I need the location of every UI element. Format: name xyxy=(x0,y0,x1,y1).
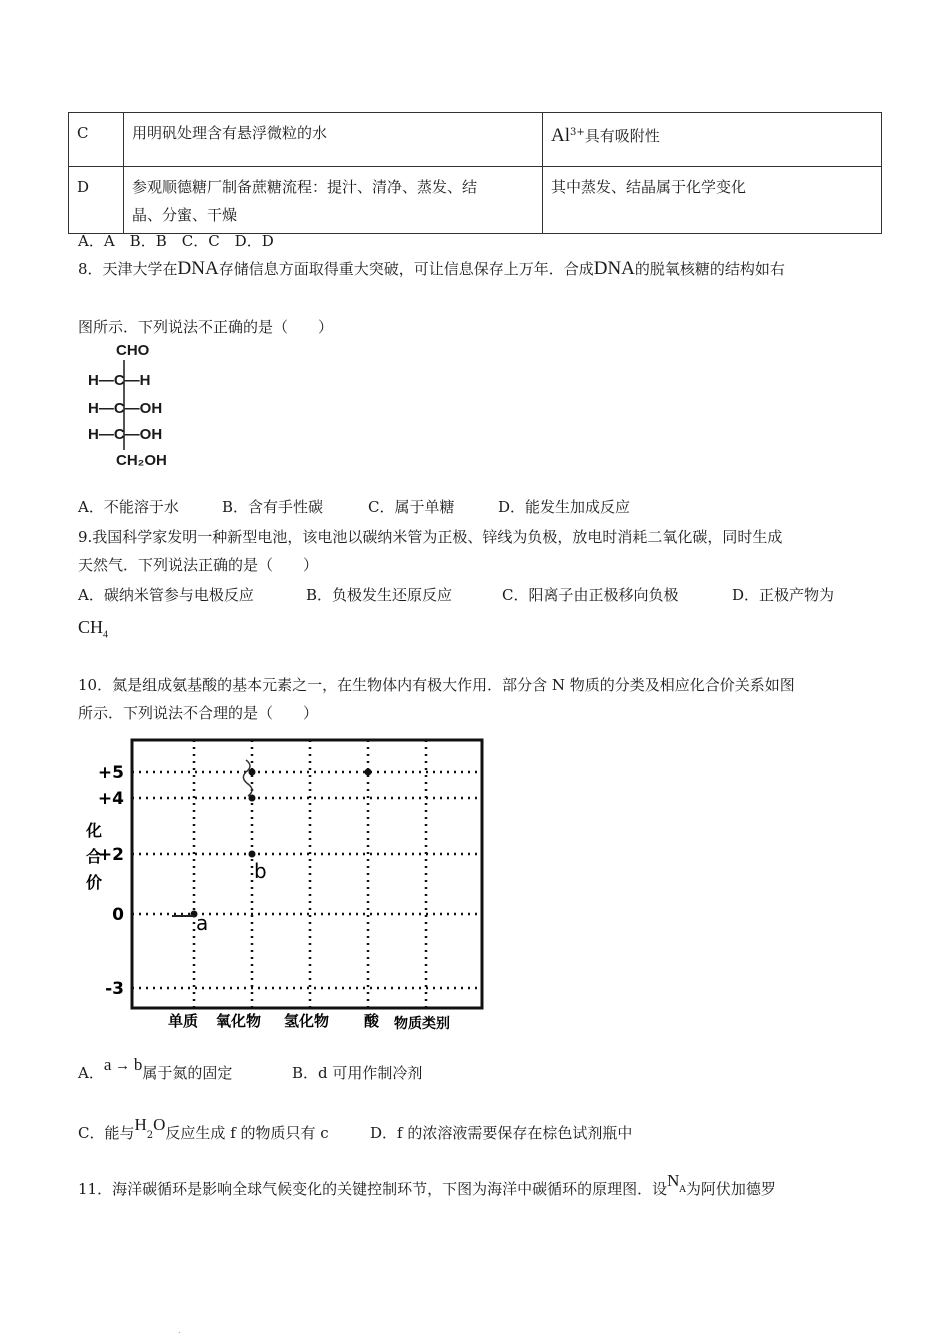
deoxyribose-row2: H—C—OH xyxy=(88,400,163,417)
chart-frame xyxy=(132,740,482,1008)
q8-option-c: C．属于单糖 xyxy=(368,498,455,516)
row-label: C xyxy=(69,113,124,167)
options-table xyxy=(68,112,882,234)
row-item: 参观顺德糖厂制备蔗糖流程：提汁、清净、蒸发、结 晶、分蜜、干燥 xyxy=(124,167,543,234)
q10-option-a: A．a → b属于氮的固定 xyxy=(78,1055,233,1082)
q8-option-d: D．能发生加成反应 xyxy=(498,498,631,516)
data-point-label: a xyxy=(196,911,209,935)
q10-option-d: D．f 的浓溶液需要保存在棕色试剂瓶中 xyxy=(370,1124,633,1142)
deoxyribose-row3: H—C—OH xyxy=(88,426,163,443)
al-ion: Al xyxy=(551,125,570,146)
row-item: 用明矾处理含有悬浮微粒的水 xyxy=(124,113,543,167)
q9-option-d: D．正极产物为 xyxy=(732,586,835,604)
deoxyribose-ch2oh: CH₂OH xyxy=(116,452,167,469)
x-category-labels xyxy=(168,1012,380,1030)
q7-answer-options: A．A B．B C．C D．D xyxy=(78,232,274,250)
y-axis-label-char: 价 xyxy=(86,873,103,892)
x-category-label: 酸 xyxy=(364,1012,380,1030)
horizontal-gridlines xyxy=(132,772,482,988)
q10-option-b: B．d 可用作制冷剂 xyxy=(292,1064,423,1082)
q9-option-a: A．碳纳米管参与电极反应 xyxy=(78,586,254,604)
q10-option-c: C．能与$H_2O$反应生成 f 的物质只有 c xyxy=(78,1115,329,1142)
y-tick-label: +2 xyxy=(97,845,124,865)
row-explain: 其中蒸发、结晶属于化学变化 xyxy=(543,167,882,234)
row-label: D xyxy=(69,167,124,234)
y-axis-label xyxy=(85,821,102,892)
table-row xyxy=(69,167,882,234)
y-tick-label: -3 xyxy=(105,979,124,999)
x-axis-label: 物质类别 xyxy=(394,1016,450,1032)
q9-option-b: B．负极发生还原反应 xyxy=(306,586,453,604)
data-point xyxy=(249,769,256,776)
data-point xyxy=(249,851,256,858)
y-axis-label-char: 化 xyxy=(86,821,103,840)
x-category-label: 氧化物 xyxy=(216,1012,262,1030)
y-axis-label-char: 合 xyxy=(86,847,103,866)
deoxyribose-cho: CHO xyxy=(116,342,150,359)
q10-stem-line2: 所示．下列说法不合理的是（ ） xyxy=(78,704,319,722)
q9-stem-line1: 9.我国科学家发明一种新型电池，该电池以碳纳米管为正极、锌线为负极，放电时消耗二氧化碳，同时生成 xyxy=(78,528,783,546)
brace-mark xyxy=(243,760,252,796)
x-category-label: 氢化物 xyxy=(284,1012,330,1030)
q11-stem: 11．海洋碳循环是影响全球气候变化的关键控制环节，下图为海洋中碳循环的原理图．设$N_A$为阿伏加德罗 xyxy=(78,1171,776,1198)
q10-stem-line1: 10．氮是组成氨基酸的基本元素之一，在生物体内有极大作用．部分含 N 物质的分类及相应化合价关系如图 xyxy=(78,676,795,694)
table-row xyxy=(69,113,882,167)
data-point xyxy=(365,769,372,776)
y-tick-label: +4 xyxy=(97,789,124,809)
footer-mark: . xyxy=(178,1326,181,1335)
structure-bonds xyxy=(118,358,130,454)
vertical-gridlines xyxy=(194,740,426,1008)
ch4-formula: $CH_4$ xyxy=(78,617,109,641)
q8-option-b: B．含有手性碳 xyxy=(222,498,324,516)
q8-stem-line1: 8．天津大学在DNA存储信息方面取得重大突破，可让信息保存上万年．合成DNA的脱氧核糖的结构如右 xyxy=(78,258,785,279)
nitrogen-valence-chart xyxy=(76,732,496,1038)
q8-stem-line2: 图所示．下列说法不正确的是（ ） xyxy=(78,318,334,336)
data-point-label: b xyxy=(254,859,267,883)
deoxyribose-row1: H—C—H xyxy=(88,372,151,389)
y-tick-label: +5 xyxy=(97,763,124,783)
x-category-label: 单质 xyxy=(168,1012,199,1030)
data-points xyxy=(191,769,372,936)
y-tick-label: 0 xyxy=(112,905,124,925)
q9-stem-line2: 天然气．下列说法正确的是（ ） xyxy=(78,556,319,574)
q9-option-c: C．阳离子由正极移向负极 xyxy=(502,586,679,604)
q8-option-a: A．不能溶于水 xyxy=(78,498,179,516)
row-explain: $Al^{3+}$具有吸附性 xyxy=(543,113,882,167)
